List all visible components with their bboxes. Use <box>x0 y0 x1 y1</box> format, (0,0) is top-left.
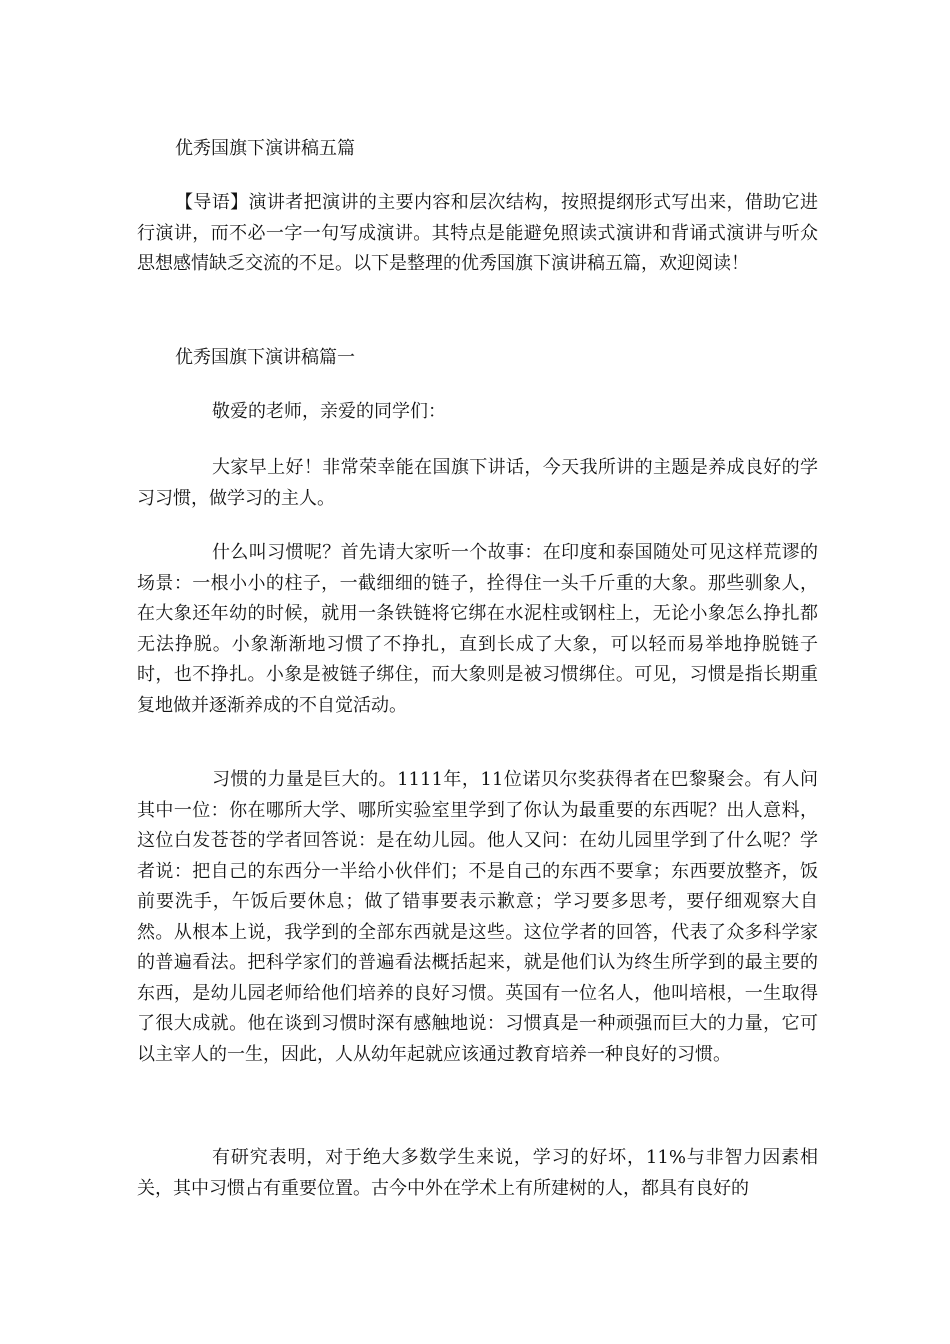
greeting: 敬爱的老师，亲爱的同学们： <box>212 401 446 422</box>
body-paragraph: 习惯的力量是巨大的。1111年，11位诺贝尔奖获得者在巴黎聚会。有人问其中一位：你在哪所大学、哪所实验室里学到了你认为最重要的东西呢？出人意料，这位白发苍苍的学者回答说：是在幼儿园。他人又问：在幼儿园里学到了什么呢？学者说：把自己的东西分一半给小伙伴们；不是自己的东西不要拿；东西要放整齐，饭前要洗手，午饭后要休息；做了错事要表示歉意；学习要多思考，要仔细观察大自然。从根本上说，我学到的全部东西就是这些。这位学者的回答，代表了众多科学家的普遍看法。把科学家们的普遍看法概括起来，就是他们认为终生所学到的最主要的东西，是幼儿园老师给他们培养的良好习惯。英国有一位名人，他叫培根，一生取得了很大成就。他在谈到习惯时深有感触地说：习惯真是一种顽强而巨大的力量，它可以主宰人的一生，因此，人从幼年起就应该通过教育培养一种良好的习惯。 <box>137 769 818 1065</box>
intro-paragraph: 【导语】演讲者把演讲的主要内容和层次结构，按照提纲形式写出来，借助它进行演讲，而不必一字一句写成演讲。其特点是能避免照读式演讲和背诵式演讲与听众思想感情缺乏交流的不足。以下是整理的优秀国旗下演讲稿五篇，欢迎阅读！ <box>137 192 818 274</box>
document-title: 优秀国旗下演讲稿五篇 <box>175 138 355 159</box>
body-paragraph: 有研究表明，对于绝大多数学生来说，学习的好坏，11%与非智力因素相关，其中习惯占有重要位置。古今中外在学术上有所建树的人，都具有良好的 <box>137 1147 818 1199</box>
section-title: 优秀国旗下演讲稿篇一 <box>175 347 355 368</box>
body-paragraph: 什么叫习惯呢？首先请大家听一个故事：在印度和泰国随处可见这样荒谬的场景：一根小小的柱子，一截细细的链子，拴得住一头千斤重的大象。那些驯象人，在大象还年幼的时候，就用一条铁链将它绑在水泥柱或钢柱上，无论小象怎么挣扎都无法挣脱。小象渐渐地习惯了不挣扎，直到长成了大象，可以轻而易举地挣脱链子时，也不挣扎。小象是被链子绑住，而大象则是被习惯绑住。可见，习惯是指长期重复地做并逐渐养成的不自觉活动。 <box>137 542 818 716</box>
body-paragraph: 大家早上好！非常荣幸能在国旗下讲话，今天我所讲的主题是养成良好的学习习惯，做学习的主人。 <box>137 457 818 509</box>
